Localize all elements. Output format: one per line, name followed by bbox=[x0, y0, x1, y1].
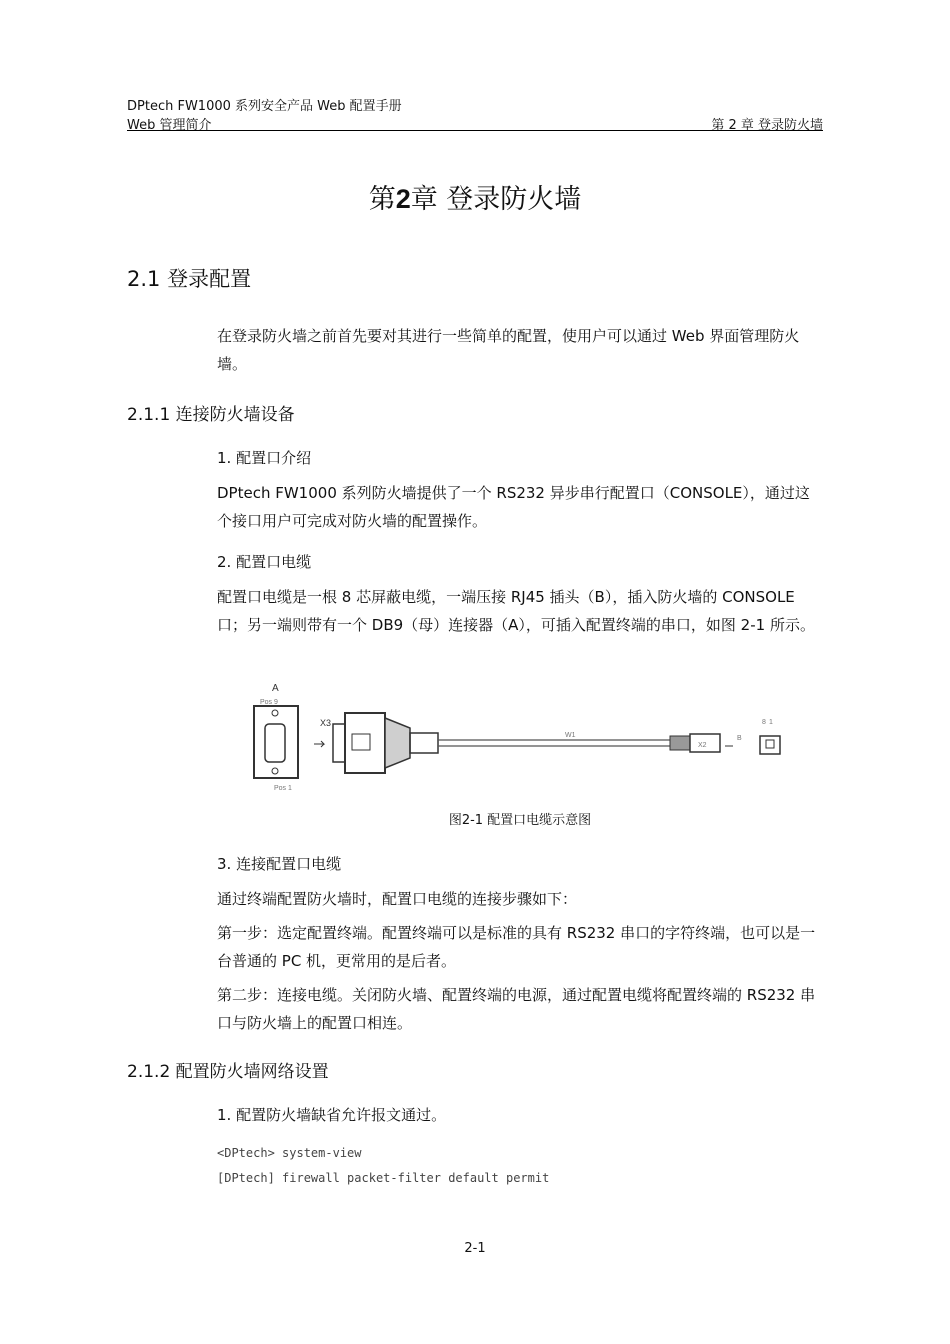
section-2-1-1-heading: 2.1.1 连接防火墙设备 bbox=[127, 405, 295, 425]
chapter-number: 2 bbox=[395, 184, 411, 214]
item-2-heading: 2. 配置口电缆 bbox=[217, 553, 312, 571]
code-line-2: [DPtech] firewall packet-filter default permit bbox=[217, 1171, 550, 1185]
header-rule bbox=[127, 114, 823, 131]
header-chapter: 第 2 章 登录防火墙 bbox=[711, 118, 823, 133]
db9-connector-face bbox=[254, 706, 298, 778]
item-3-heading: 3. 连接配置口电缆 bbox=[217, 855, 342, 873]
label-x2: X2 bbox=[698, 742, 707, 749]
db9-label-window bbox=[352, 734, 370, 750]
chapter-title bbox=[0, 177, 950, 216]
item-3-paragraph-2: 第一步：选定配置终端。配置终端可以是标准的具有 RS232 串口的字符终端，也可以是一台普通的 PC 机，更常用的是后者。 bbox=[217, 924, 816, 970]
strain-relief bbox=[385, 718, 410, 768]
rj45-end-view bbox=[760, 736, 780, 754]
item-3-paragraph-1: 通过终端配置防火墙时，配置口电缆的连接步骤如下： bbox=[217, 890, 578, 908]
db9-pin-block bbox=[265, 724, 285, 762]
db9-screw-bottom bbox=[272, 768, 278, 774]
intro-paragraph: 在登录防火墙之前首先要对其进行一些简单的配置，使用户可以通过 Web 界面管理防火墙。 bbox=[217, 327, 800, 373]
item-3-paragraph-3: 第二步：连接电缆。关闭防火墙、配置终端的电源，通过配置电缆将配置终端的 RS232 串口与防火墙上的配置口相连。 bbox=[217, 986, 816, 1032]
label-pin-8: 8 bbox=[762, 719, 766, 726]
insert-arrow-icon bbox=[314, 741, 324, 747]
item-1-paragraph: DPtech FW1000 系列防火墙提供了一个 RS232 异步串行配置口（CONSOLE），通过这个接口用户可完成对防火墙的配置操作。 bbox=[217, 484, 810, 530]
label-pos1: Pos 1 bbox=[274, 785, 292, 792]
page-number: 2-1 bbox=[464, 1241, 486, 1256]
header-section: Web 管理简介 bbox=[127, 118, 212, 133]
chapter-prefix: 第 bbox=[368, 184, 396, 215]
item-2-paragraph: 配置口电缆是一根 8 芯屏蔽电缆，一端压接 RJ45 插头（B），插入防火墙的 CONSOLE 口；另一端则带有一个 DB9（母）连接器（A），可插入配置终端的串口，如图 2-1 所示。 bbox=[217, 588, 815, 634]
code-line-1: <DPtech> system-view bbox=[217, 1146, 362, 1160]
item-1-heading: 1. 配置口介绍 bbox=[217, 449, 312, 467]
rj45-end-contacts bbox=[766, 740, 774, 748]
label-w1: W1 bbox=[565, 732, 576, 739]
db9-shell-body bbox=[345, 713, 385, 773]
label-pin-1: 1 bbox=[769, 719, 773, 726]
header-manual-title: DPtech FW1000 系列安全产品 Web 配置手册 bbox=[127, 99, 402, 114]
console-cable-diagram bbox=[240, 678, 800, 798]
label-a: A bbox=[272, 683, 279, 694]
figure-caption: 图2-1 配置口电缆示意图 bbox=[448, 813, 592, 828]
section-2-1-heading: 2.1 登录配置 bbox=[127, 267, 252, 291]
item-4-heading: 1. 配置防火墙缺省允许报文通过。 bbox=[217, 1106, 447, 1124]
db9-screw-top bbox=[272, 710, 278, 716]
label-b: B bbox=[737, 735, 742, 742]
section-2-1-2-heading: 2.1.2 配置防火墙网络设置 bbox=[127, 1062, 329, 1082]
chapter-suffix: 章 登录防火墙 bbox=[410, 184, 582, 215]
strain-relief-grip bbox=[410, 733, 438, 753]
label-x3: X3 bbox=[320, 718, 332, 728]
rj45-boot bbox=[670, 736, 690, 750]
label-pos9: Pos 9 bbox=[260, 699, 278, 706]
db9-shell-front bbox=[333, 724, 345, 762]
